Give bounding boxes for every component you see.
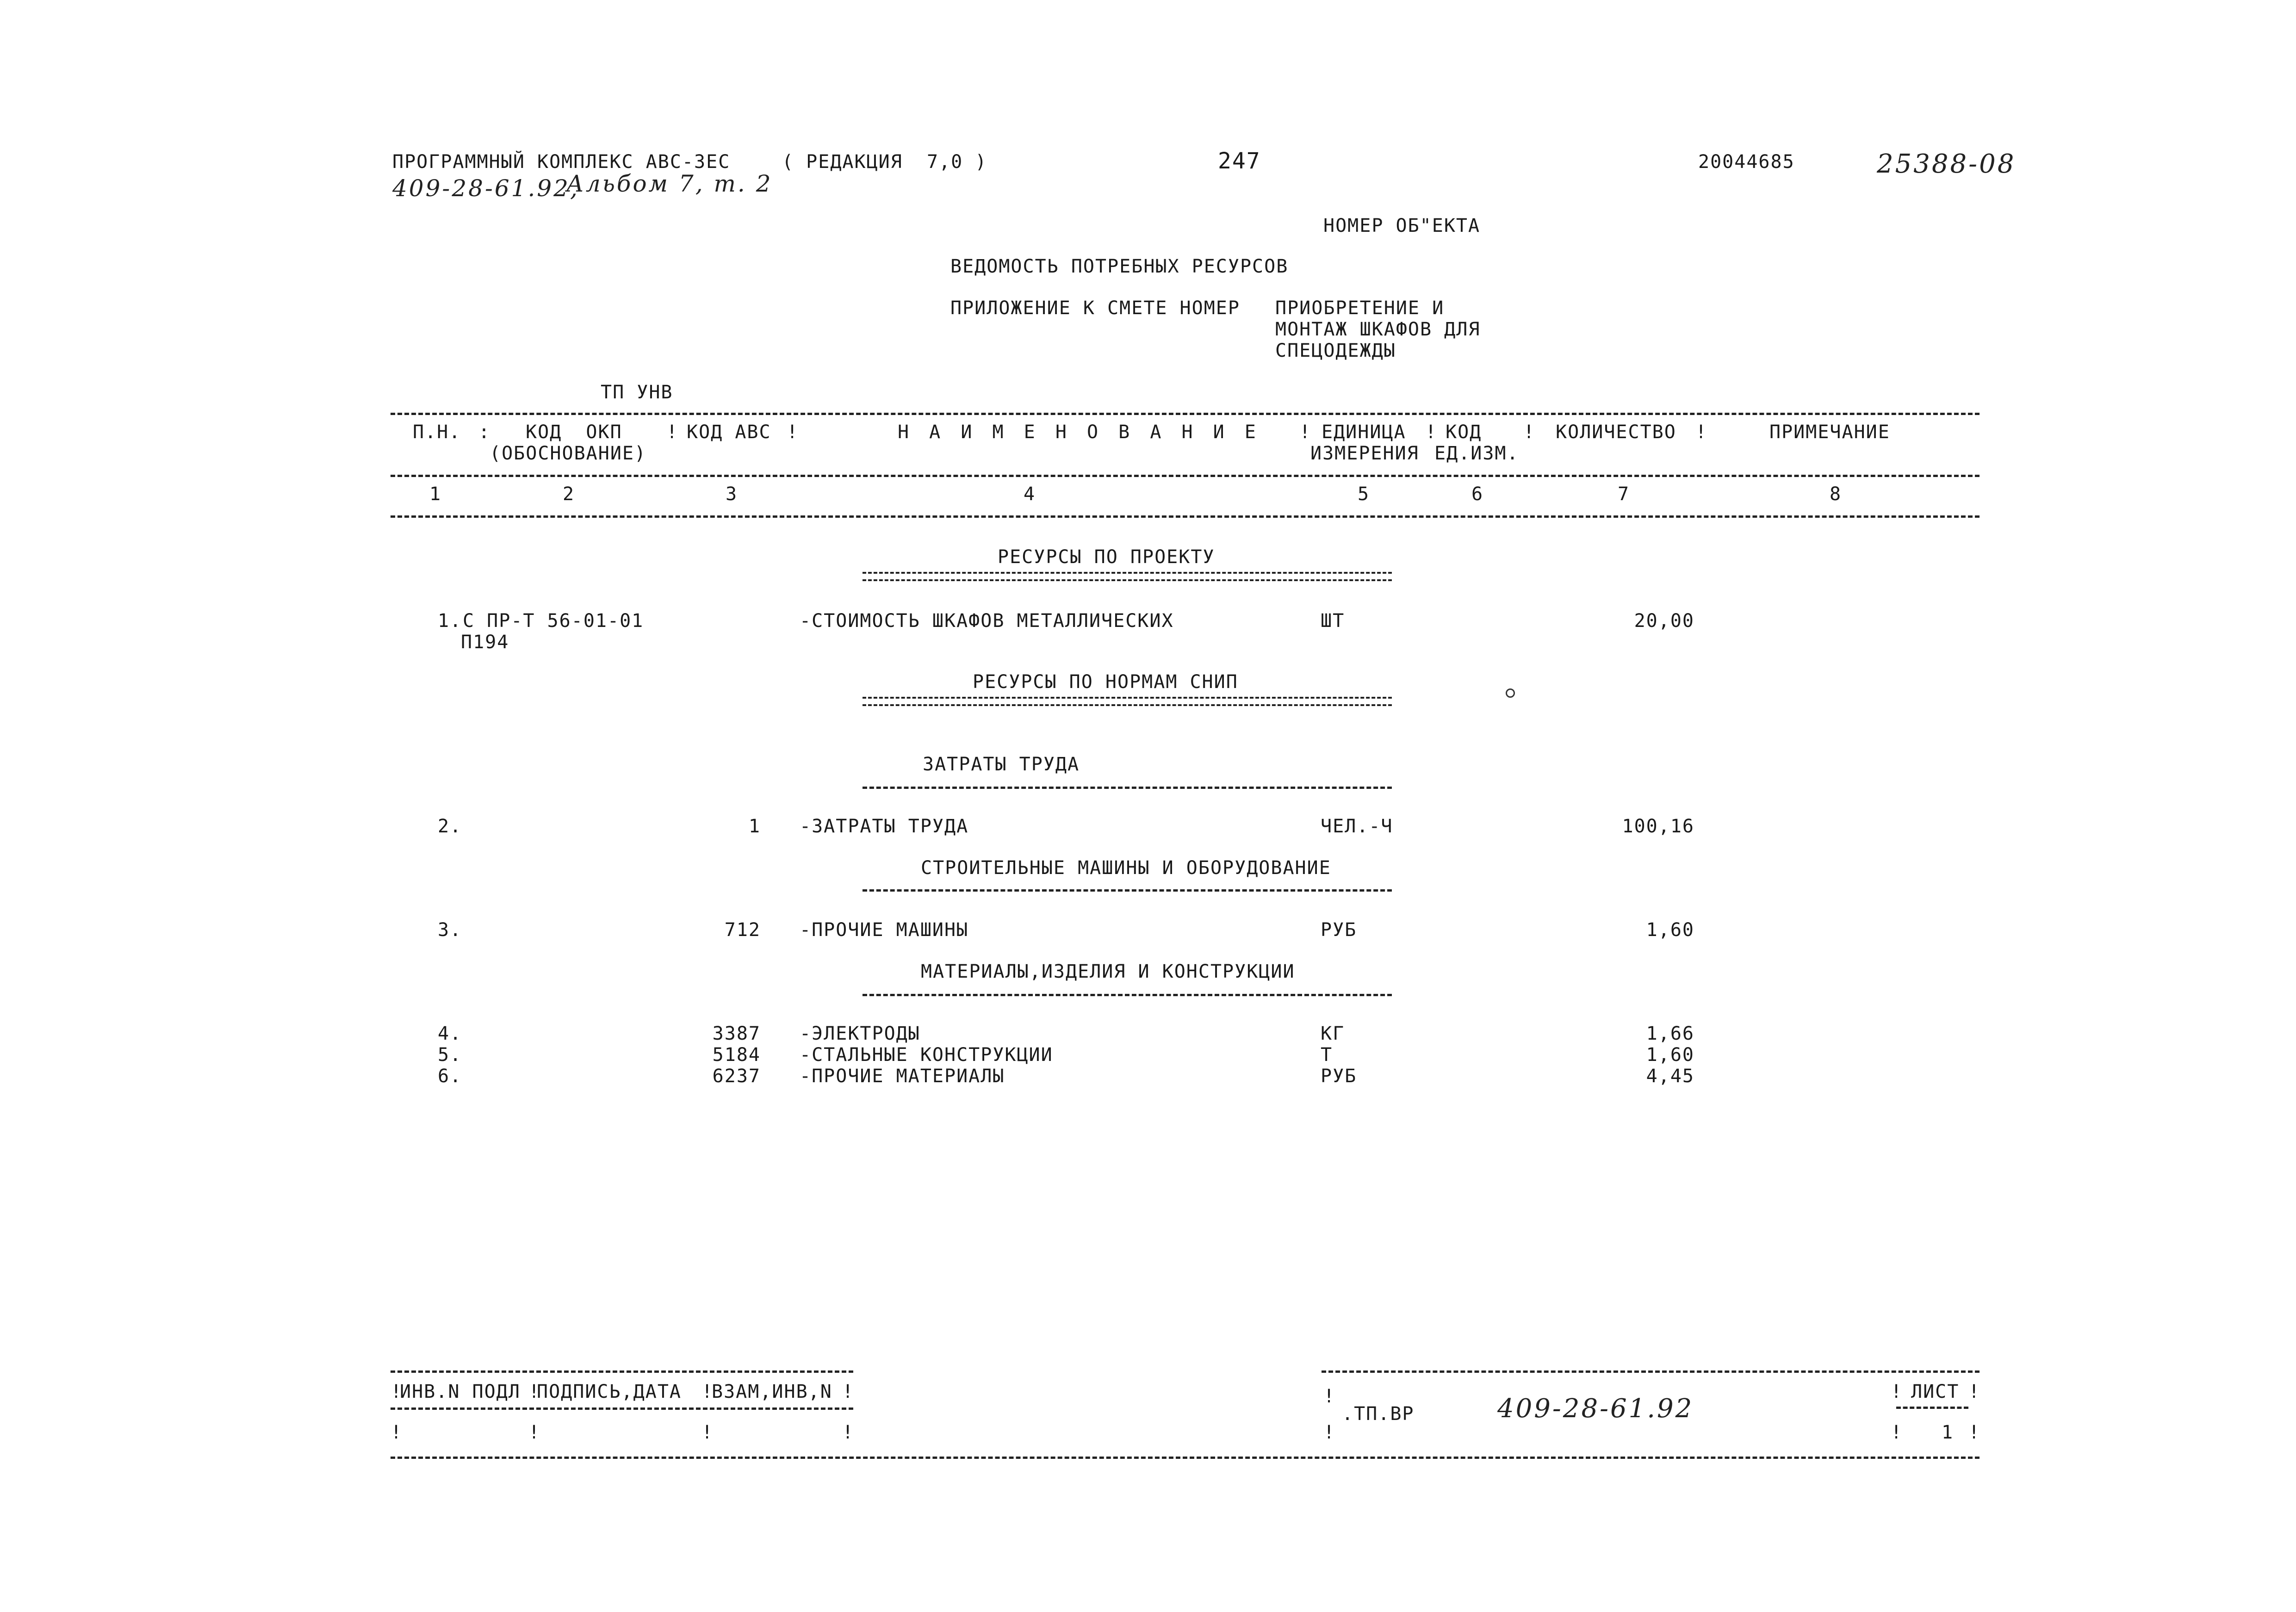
row-4-unit: КГ xyxy=(1321,1023,1345,1044)
stamp-replacement-label: ВЗАМ,ИНВ,N xyxy=(712,1381,832,1402)
column-header-note: ПРИМЕЧАНИЕ xyxy=(1769,422,1890,443)
column-number-1: 1 xyxy=(429,484,442,505)
column-separator: ! xyxy=(1425,422,1437,443)
stamp-tp-label: .ТП.ВР xyxy=(1342,1403,1415,1425)
stamp-separator: ! xyxy=(528,1381,540,1402)
row-4-quantity: 1,66 xyxy=(1646,1023,1694,1044)
stamp-sheet-label: ЛИСТ xyxy=(1911,1381,1960,1402)
column-header-unit-2: ИЗМЕРЕНИЯ xyxy=(1310,443,1419,464)
column-number-2: 2 xyxy=(563,484,575,505)
column-header-abc: КОД АВС xyxy=(687,422,771,443)
column-header-okp: КОД ОКП xyxy=(526,422,622,443)
stamp-rule-left-top xyxy=(391,1370,853,1373)
column-number-4: 4 xyxy=(1024,484,1036,505)
row-2-quantity: 100,16 xyxy=(1622,816,1694,837)
page-number: 247 xyxy=(1218,148,1261,174)
row-1-okp-2: П194 xyxy=(461,632,509,653)
section-title-materials: МАТЕРИАЛЫ,ИЗДЕЛИЯ И КОНСТРУКЦИИ xyxy=(921,961,1295,982)
row-6-quantity: 4,45 xyxy=(1646,1066,1694,1087)
section-title-machines: СТРОИТЕЛЬНЫЕ МАШИНЫ И ОБОРУДОВАНИЕ xyxy=(921,857,1331,879)
row-6-unit: РУБ xyxy=(1321,1066,1357,1087)
row-1-unit: ШТ xyxy=(1321,610,1345,632)
stamp-separator: ! xyxy=(842,1422,854,1443)
row-4-name: -ЭЛЕКТРОДЫ xyxy=(800,1023,920,1044)
column-header-unit-code: КОД xyxy=(1446,422,1482,443)
stamp-signature-label: ПОДПИСЬ,ДАТА xyxy=(537,1381,682,1402)
stamp-separator: ! xyxy=(701,1422,713,1443)
column-number-6: 6 xyxy=(1471,484,1484,505)
section-title-labor: ЗАТРАТЫ ТРУДА xyxy=(923,754,1080,775)
section-title-project: РЕСУРСЫ ПО ПРОЕКТУ xyxy=(998,546,1215,568)
row-5-name: -СТАЛЬНЫЕ КОНСТРУКЦИИ xyxy=(800,1044,1053,1066)
header-rule-middle xyxy=(391,475,1980,477)
row-4-abc: 3387 xyxy=(712,1023,761,1044)
row-3-abc: 712 xyxy=(724,919,761,941)
section-underline xyxy=(863,787,1392,789)
document-code: 20044685 xyxy=(1698,151,1795,173)
row-3-name: -ПРОЧИЕ МАШИНЫ xyxy=(800,919,969,941)
stamp-rule-right-top xyxy=(1322,1370,1980,1373)
column-number-3: 3 xyxy=(726,484,738,505)
header-rule-top xyxy=(391,413,1980,415)
stamp-separator: ! xyxy=(391,1381,402,1402)
stamp-separator: ! xyxy=(842,1381,854,1402)
stamp-separator: ! xyxy=(1323,1386,1335,1407)
header-rule-bottom xyxy=(391,515,1980,518)
stamp-separator: ! xyxy=(1891,1422,1902,1443)
row-6-name: -ПРОЧИЕ МАТЕРИАЛЫ xyxy=(800,1066,1005,1087)
stamp-inventory-label: ИНВ.N ПОДЛ xyxy=(400,1381,521,1402)
row-1-name: -СТОИМОСТЬ ШКАФОВ МЕТАЛЛИЧЕСКИХ xyxy=(800,610,1174,632)
stamp-separator: ! xyxy=(391,1422,402,1443)
stray-mark xyxy=(1506,688,1515,698)
column-separator: ! xyxy=(1695,422,1707,443)
section-underline xyxy=(863,572,1392,581)
column-separator: ! xyxy=(666,422,678,443)
row-5-number: 5. xyxy=(438,1044,462,1066)
row-1-quantity: 20,00 xyxy=(1634,610,1694,632)
column-separator: ! xyxy=(1299,422,1311,443)
subtitle-line-1: ПРИОБРЕТЕНИЕ И xyxy=(1275,298,1445,319)
handwritten-album: Альбом 7, т. 2 xyxy=(566,170,773,197)
column-header-unit-code-2: ЕД.ИЗМ. xyxy=(1434,443,1519,464)
column-header-unit: ЕДИНИЦА xyxy=(1322,422,1406,443)
handwritten-reference: 409-28-61.92, xyxy=(392,175,579,202)
column-header-pn: П.Н. xyxy=(413,422,461,443)
row-2-name: -ЗАТРАТЫ ТРУДА xyxy=(800,816,969,837)
document-title: ВЕДОМОСТЬ ПОТРЕБНЫХ РЕСУРСОВ xyxy=(950,256,1289,277)
program-name: ПРОГРАММНЫЙ КОМПЛЕКС АВС-3ЕС xyxy=(392,151,731,173)
row-1-number: 1. xyxy=(438,610,462,632)
stamp-separator: ! xyxy=(1323,1422,1335,1443)
stamp-separator: ! xyxy=(701,1381,713,1402)
section-title-norms: РЕСУРСЫ ПО НОРМАМ СНИП xyxy=(973,671,1238,693)
column-separator: ! xyxy=(787,422,798,443)
row-5-unit: Т xyxy=(1321,1044,1333,1066)
stamp-rule-left-middle xyxy=(391,1407,853,1410)
stamp-handwritten-code: 409-28-61.92 xyxy=(1497,1394,1694,1424)
column-header-name: Н А И М Е Н О В А Н И Е xyxy=(898,422,1260,443)
program-edition: ( РЕДАКЦИЯ 7,0 ) xyxy=(782,151,987,173)
row-1-okp: С ПР-Т 56-01-01 xyxy=(463,610,644,632)
row-3-number: 3. xyxy=(438,919,462,941)
row-5-abc: 5184 xyxy=(712,1044,761,1066)
column-number-8: 8 xyxy=(1830,484,1842,505)
column-number-7: 7 xyxy=(1618,484,1630,505)
column-number-5: 5 xyxy=(1358,484,1370,505)
tp-label: ТП УНВ xyxy=(601,382,673,403)
row-6-abc: 6237 xyxy=(712,1066,761,1087)
stamp-sheet-number: 1 xyxy=(1942,1422,1954,1443)
column-separator: ! xyxy=(1523,422,1535,443)
column-separator: : xyxy=(478,422,490,443)
section-underline xyxy=(863,994,1392,996)
stamp-separator: ! xyxy=(1891,1381,1902,1402)
stamp-separator: ! xyxy=(1968,1422,1980,1443)
column-header-quantity: КОЛИЧЕСТВО xyxy=(1556,422,1676,443)
subtitle-prefix: ПРИЛОЖЕНИЕ К СМЕТЕ НОМЕР xyxy=(950,298,1240,319)
stamp-rule-bottom xyxy=(391,1457,1980,1459)
row-3-unit: РУБ xyxy=(1321,919,1357,941)
row-3-quantity: 1,60 xyxy=(1646,919,1694,941)
object-number-label: НОМЕР ОБ"ЕКТА xyxy=(1323,215,1481,236)
section-underline xyxy=(863,889,1392,892)
row-6-number: 6. xyxy=(438,1066,462,1087)
row-2-number: 2. xyxy=(438,816,462,837)
row-2-abc: 1 xyxy=(748,816,761,837)
row-2-unit: ЧЕЛ.-Ч xyxy=(1321,816,1393,837)
row-5-quantity: 1,60 xyxy=(1646,1044,1694,1066)
stamp-separator: ! xyxy=(528,1422,540,1443)
stamp-separator: ! xyxy=(1968,1381,1980,1402)
stamp-sheet-rule xyxy=(1896,1407,1968,1409)
section-underline xyxy=(863,697,1392,706)
row-4-number: 4. xyxy=(438,1023,462,1044)
column-header-okp-basis: (ОБОСНОВАНИЕ) xyxy=(490,443,647,464)
subtitle-line-3: СПЕЦОДЕЖДЫ xyxy=(1275,340,1396,361)
subtitle-line-2: МОНТАЖ ШКАФОВ ДЛЯ xyxy=(1275,319,1481,340)
handwritten-code-top: 25388-08 xyxy=(1877,149,2016,179)
